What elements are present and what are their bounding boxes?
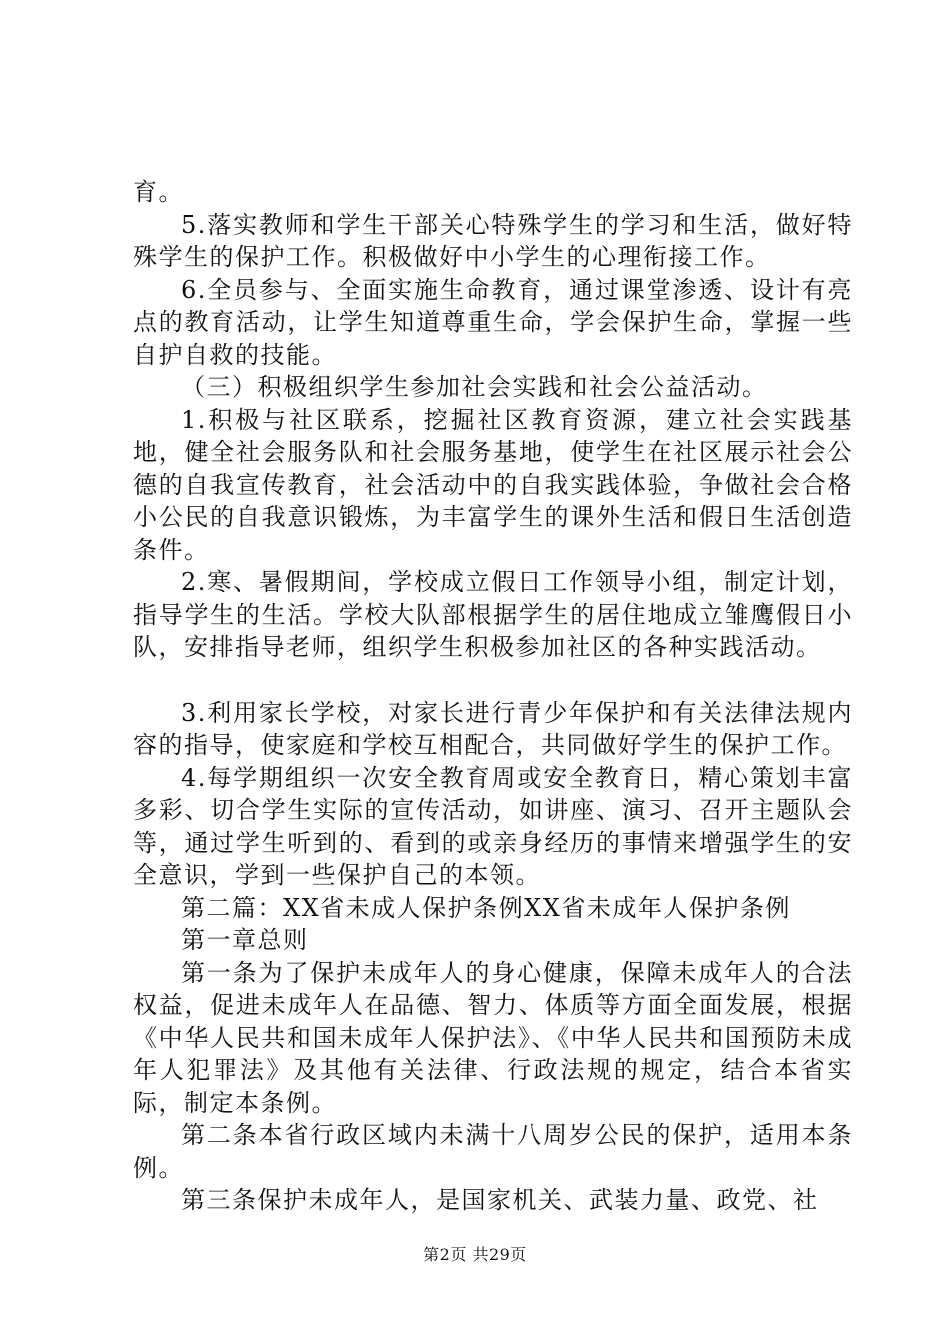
document-body xyxy=(133,176,853,1217)
paragraph-spacer xyxy=(133,664,853,697)
page-footer: 第2页 共29页 xyxy=(423,1245,527,1264)
part-two-title: 第二篇：XX省未成人保护条例XX省未成年人保护条例 xyxy=(181,893,791,922)
article-1: 第一条为了保护未成年人的身心健康，保障未成年人的合法权益，促进未成年人在品德、智力、体质等方面全面发展，根据《中华人民共和国未成年人保护法》、《中华人民共和国预防未成年人犯罪法》及其他有关法律、行政法规的规定，结合本省实际，制定本条例。 xyxy=(133,958,853,1117)
paragraph-item-3: 3.利用家长学校，对家长进行青少年保护和有关法律法规内容的指导，使家庭和学校互相配合，共同做好学生的保护工作。 xyxy=(133,698,853,759)
article-2: 第二条本省行政区域内未满十八周岁公民的保护，适用本条例。 xyxy=(133,1121,853,1182)
paragraph-continuation: 育。 xyxy=(133,178,184,206)
paragraph-item-5: 5.落实教师和学生干部关心特殊学生的学习和生活，做好特殊学生的保护工作。积极做好中小学生的心理衔接工作。 xyxy=(133,210,853,271)
article-3: 第三条保护未成年人，是国家机关、武装力量、政党、社 xyxy=(181,1186,819,1214)
paragraph-item-4: 4.每学期组织一次安全教育周或安全教育日，精心策划丰富多彩、切合学生实际的宣传活动，如讲座、演习、召开主题队会等，通过学生听到的、看到的或亲身经历的事情来增强学生的安全意识，学到一些保护自己的本领。 xyxy=(133,763,853,889)
paragraph-item-2: 2.寒、暑假期间，学校成立假日工作领导小组，制定计划，指导学生的生活。学校大队部根据学生的居住地成立雏鹰假日小队，安排指导老师，组织学生积极参加社区的各种实践活动。 xyxy=(133,568,853,661)
paragraph-item-6: 6.全员参与、全面实施生命教育，通过课堂渗透、设计有亮点的教育活动，让学生知道尊重生命，学会保护生命，掌握一些自护自救的技能。 xyxy=(133,275,853,369)
section-heading-3: （三）积极组织学生参加社会实践和社会公益活动。 xyxy=(181,373,768,401)
chapter-one-heading: 第一章总则 xyxy=(181,926,309,954)
paragraph-item-1: 1.积极与社区联系，挖掘社区教育资源，建立社会实践基地，健全社会服务队和社会服务基地，使学生在社区展示社会公德的自我宣传教育，社会活动中的自我实践体验，争做社会合格小公民的自我意识锻炼，为丰富学生的课外生活和假日生活创造条件。 xyxy=(133,405,853,564)
